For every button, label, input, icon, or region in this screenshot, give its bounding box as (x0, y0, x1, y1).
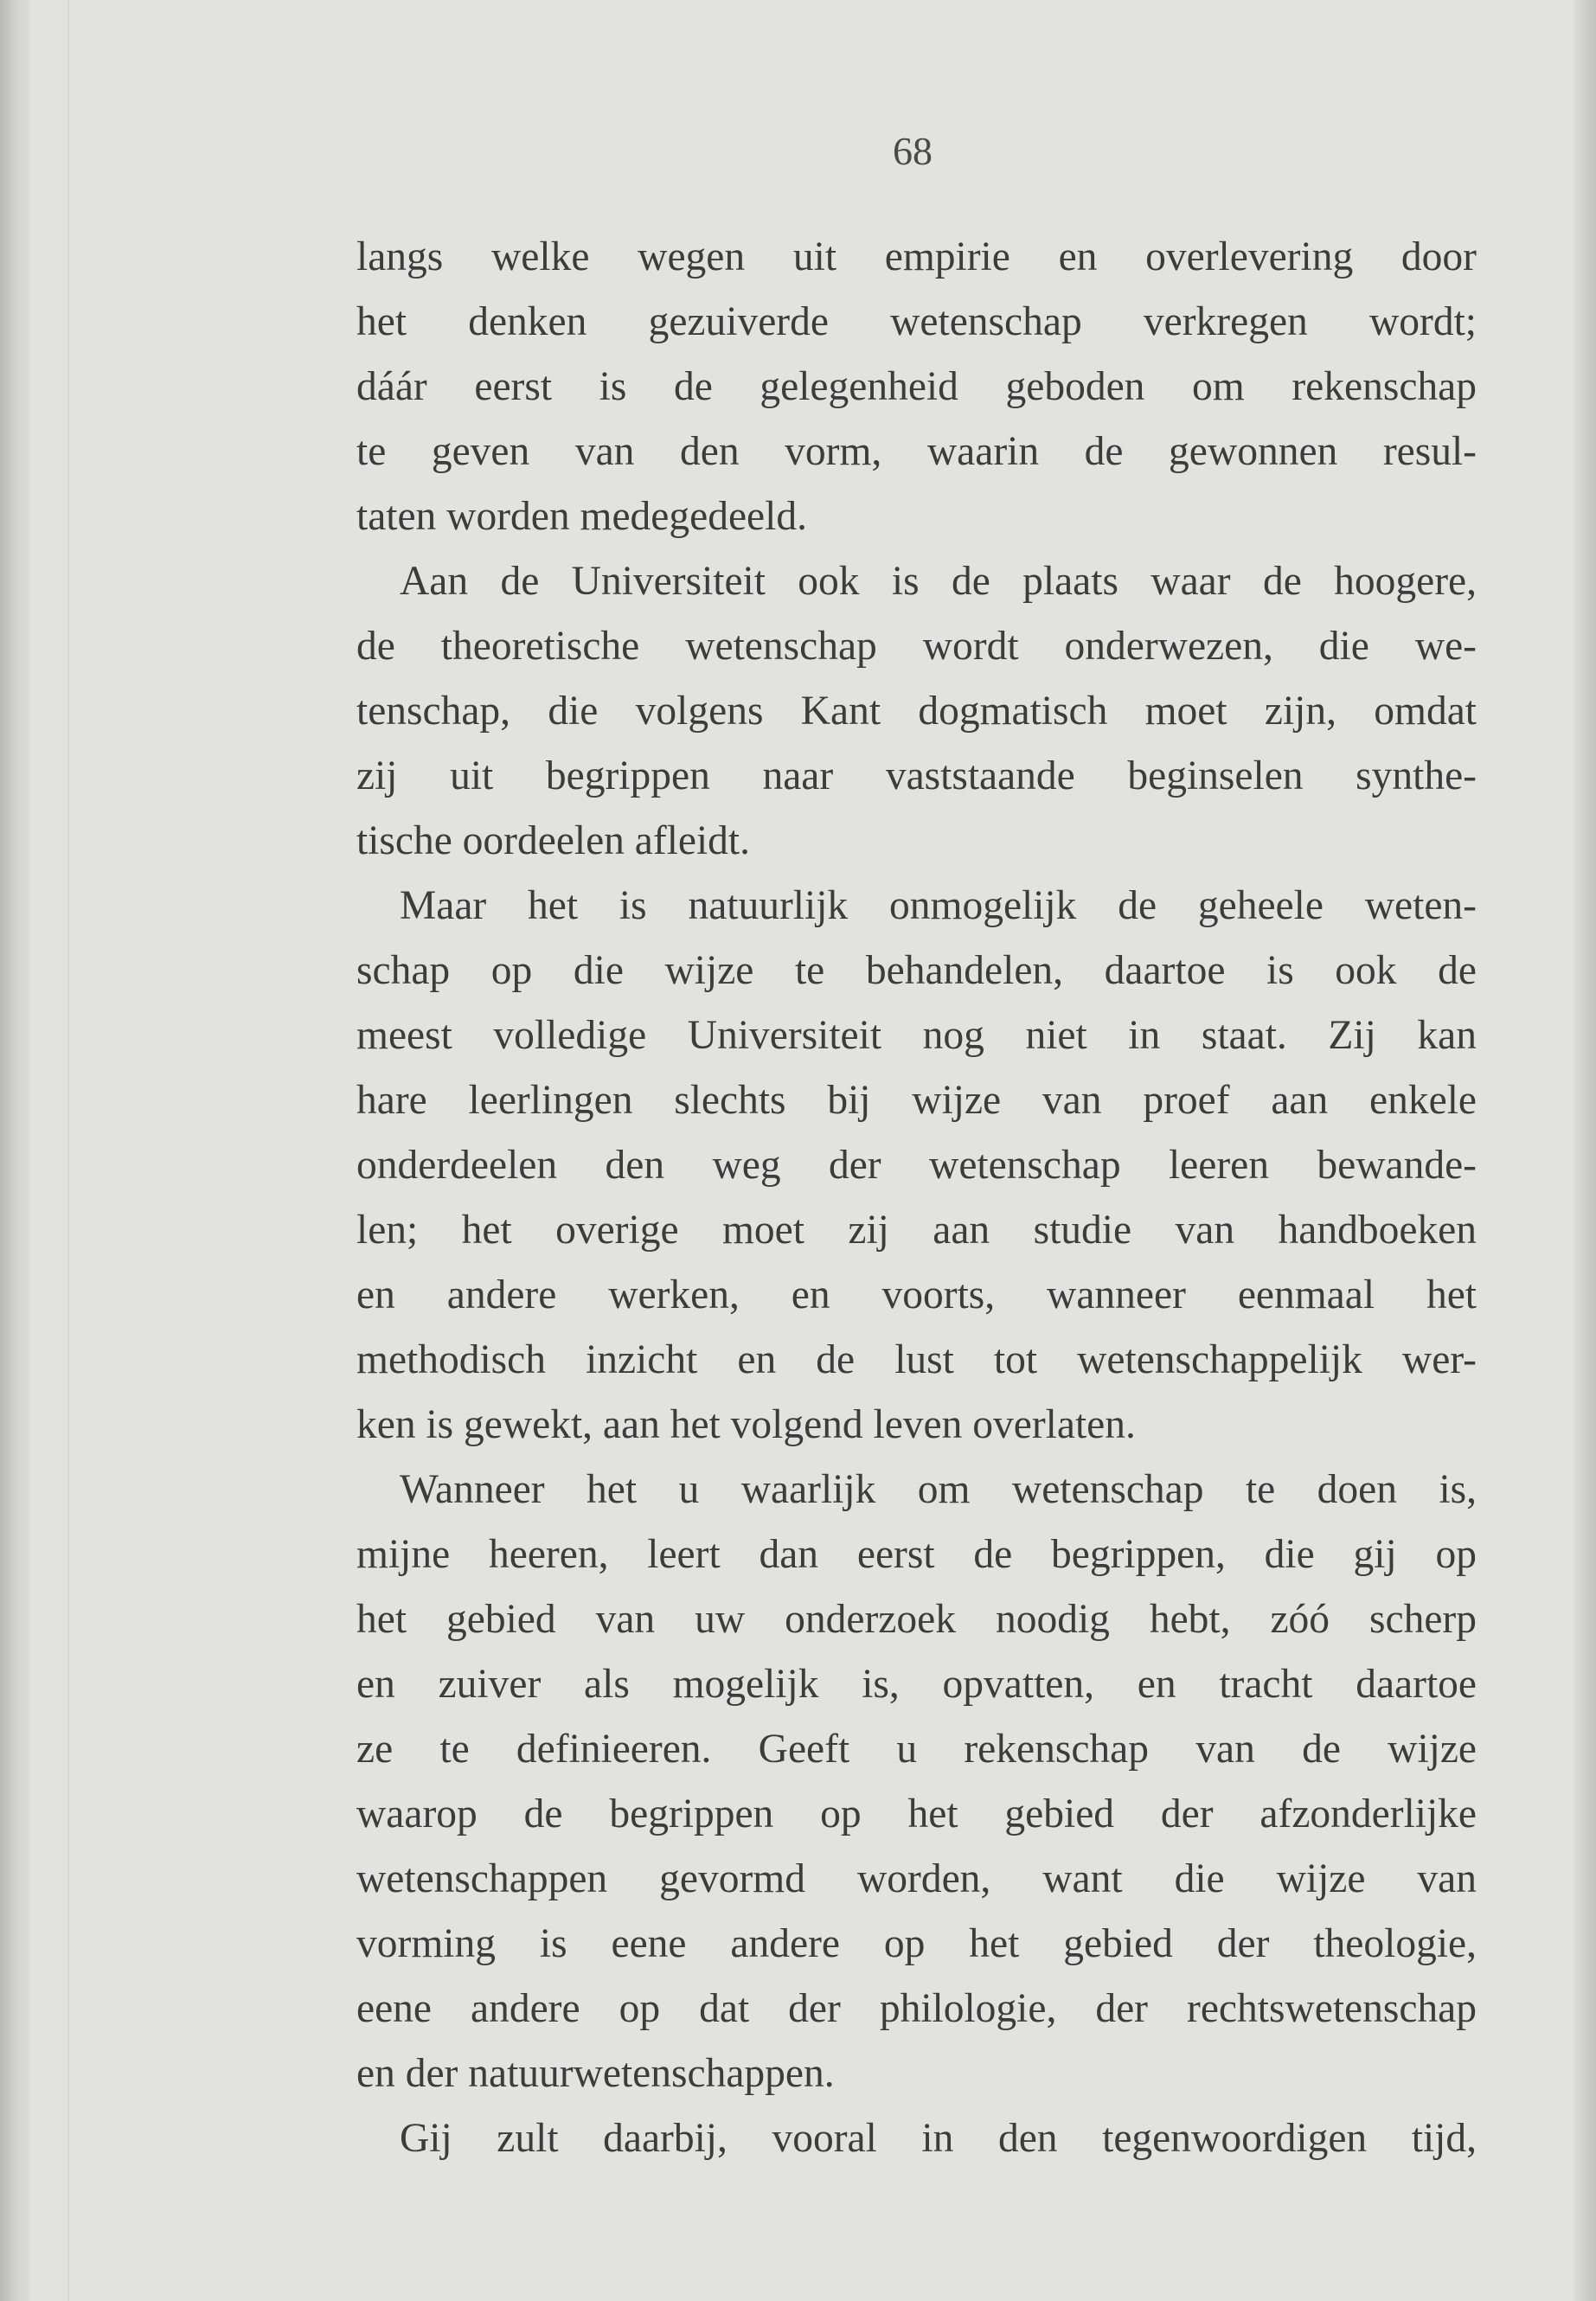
text-line: dáár eerst is de gelegenheid geboden om rekenschap (356, 364, 1477, 409)
text-line: langs welke wegen uit empirie en overlevering door (356, 234, 1477, 279)
text-line: en der natuurwetenschappen. (356, 2051, 835, 2096)
text-line: tische oordeelen afleidt. (356, 818, 751, 863)
text-line: wetenschappen gevormd worden, want die wijze van (356, 1856, 1477, 1901)
page-number: 68 (893, 129, 933, 173)
text-line: te geven van den vorm, waarin de gewonnen resul- (356, 429, 1477, 474)
binding-shadow (0, 0, 29, 2301)
text-line: Aan de Universiteit ook is de plaats waar de hoogere, (400, 559, 1477, 604)
text-line: ze te definieeren. Geeft u rekenschap van de wijze (356, 1727, 1477, 1772)
text-line: en andere werken, en voorts, wanneer eenmaal het (356, 1272, 1477, 1317)
text-line: waarop de begrippen op het gebied der afzonderlijke (356, 1791, 1477, 1836)
text-line: en zuiver als mogelijk is, opvatten, en tracht daartoe (356, 1662, 1477, 1707)
text-line: ken is gewekt, aan het volgend leven overlaten. (356, 1402, 1136, 1447)
text-line: eene andere op dat der philologie, der rechtswetenschap (356, 1986, 1477, 2031)
text-line: hare leerlingen slechts bij wijze van proef aan enkele (356, 1078, 1477, 1123)
text-line: tenschap, die volgens Kant dogmatisch moet zijn, omdat (356, 689, 1477, 734)
text-line: Gij zult daarbij, vooral in den tegenwoordigen tijd, (400, 2116, 1477, 2161)
text-line: zij uit begrippen naar vaststaande beginselen synthe- (356, 753, 1477, 798)
text-line: de theoretische wetenschap wordt onderwezen, die we- (356, 624, 1477, 669)
text-line: het gebied van uw onderzoek noodig hebt, zóó scherp (356, 1597, 1477, 1642)
text-line: Wanneer het u waarlijk om wetenschap te doen is, (400, 1467, 1477, 1512)
text-line: vorming is eene andere op het gebied der theologie, (356, 1921, 1477, 1966)
text-line: len; het overige moet zij aan studie van handboeken (356, 1208, 1477, 1253)
text-line: methodisch inzicht en de lust tot wetenschappelijk wer- (356, 1337, 1477, 1382)
text-line: mijne heeren, leert dan eerst de begrippen, die gij op (356, 1532, 1477, 1577)
text-line: onderdeelen den weg der wetenschap leeren bewande- (356, 1143, 1477, 1188)
text-line: taten worden medegedeeld. (356, 494, 807, 539)
body-text (356, 225, 1477, 2171)
right-edge-shadow (1574, 0, 1596, 2301)
text-line: het denken gezuiverde wetenschap verkregen wordt; (356, 299, 1477, 344)
gutter-fold-line (67, 0, 69, 2301)
text-line: Maar het is natuurlijk onmogelijk de geheele weten- (400, 883, 1477, 928)
text-line: meest volledige Universiteit nog niet in staat. Zij kan (356, 1013, 1477, 1058)
text-line: schap op die wijze te behandelen, daartoe is ook de (356, 948, 1477, 993)
